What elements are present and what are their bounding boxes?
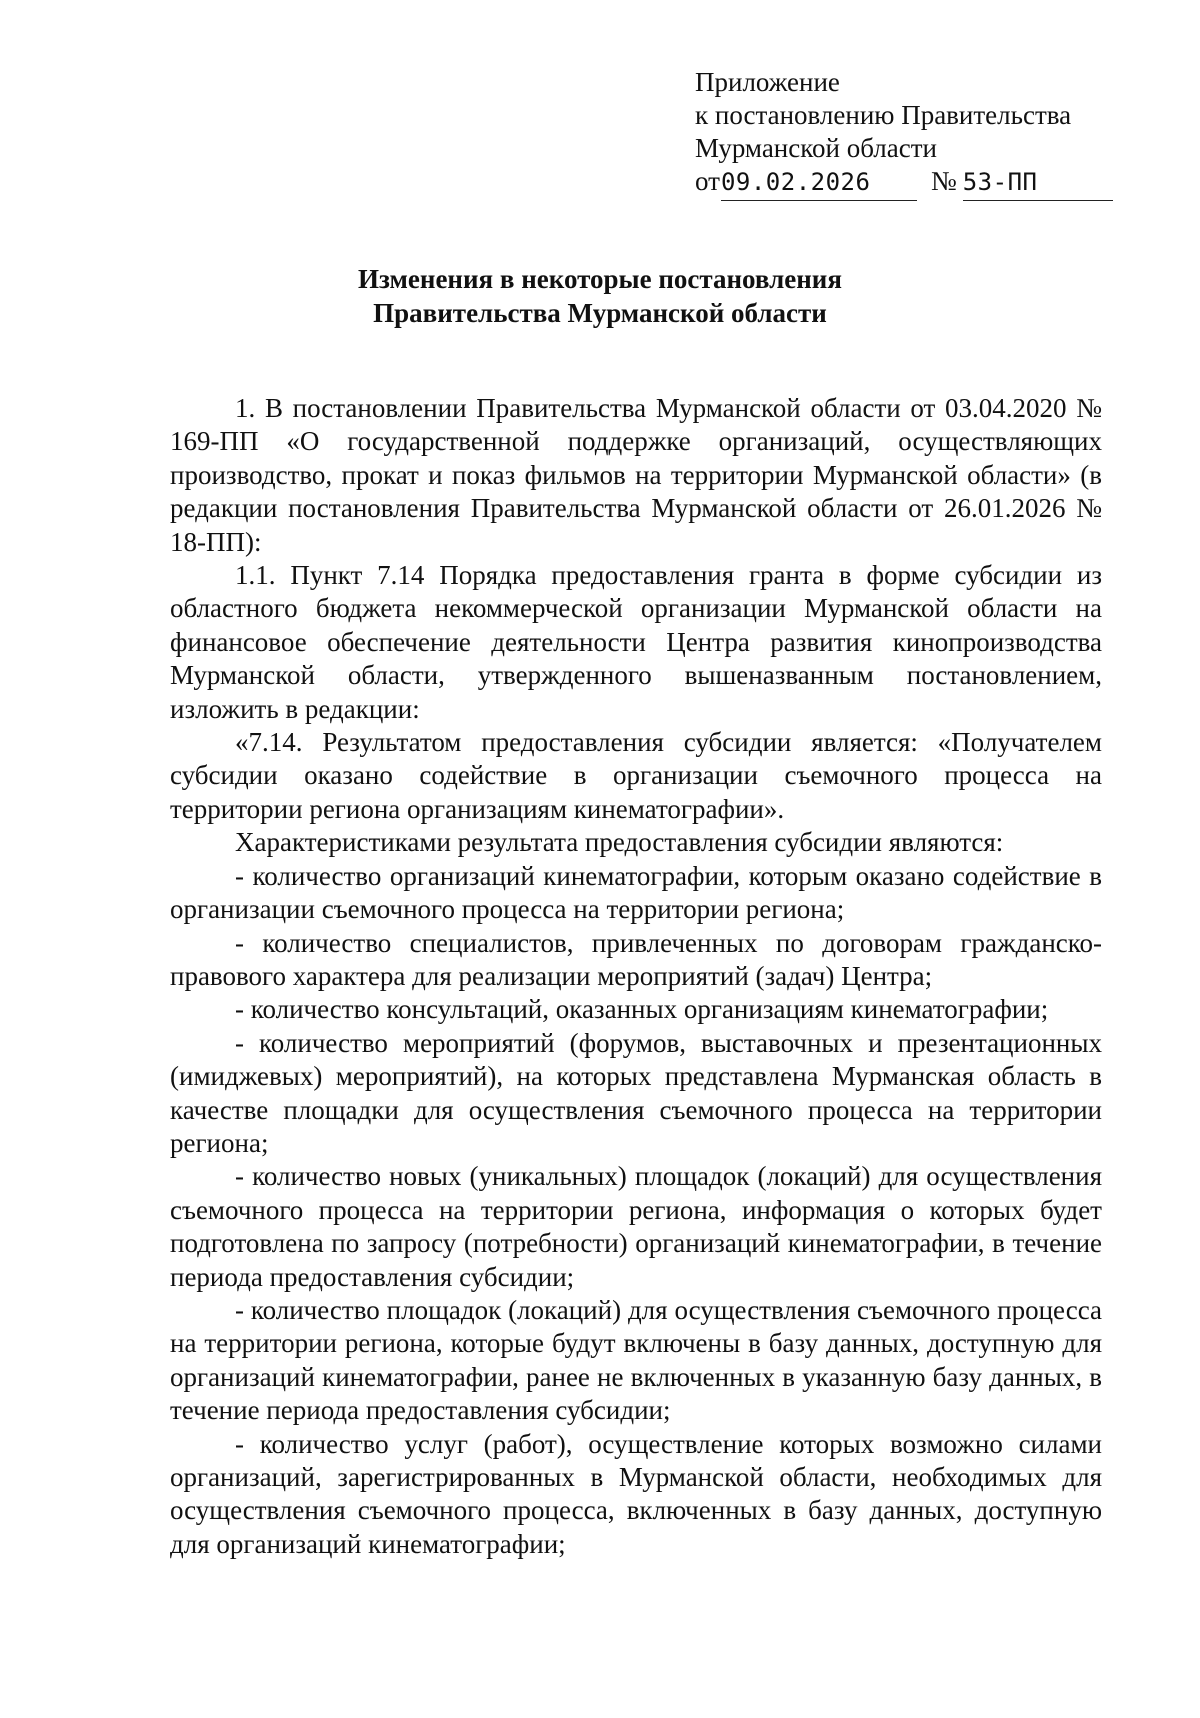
appendix-line-2: к постановлению Правительства	[695, 100, 1072, 130]
document-body	[170, 392, 1102, 1561]
paragraph: Характеристиками результата предоставления субсидии являются:	[235, 827, 1004, 858]
paragraph: «7.14. Результатом предоставления субсидии является: «Получателем субсидии оказано содействие в организации съемочного процесса на территории региона организациям кинематографии».	[170, 727, 1102, 824]
paragraph: 1. В постановлении Правительства Мурманской области от 03.04.2020 № 169-ПП «О государственной поддержке организаций, осуществляющих производство, прокат и показ фильмов на территории Мурманской области» (в редакции постановления Правительства Мурманской области от 26.01.2026 № 18-ПП):	[170, 393, 1102, 557]
paragraph: - количество организаций кинематографии, которым оказано содействие в организации съемочного процесса на территории региона;	[170, 860, 1102, 925]
paragraph: - количество мероприятий (форумов, выставочных и презентационных (имиджевых) мероприятий), на которых представлена Мурманская область в качестве площадки для осуществления съемочного процесса на территории региона;	[170, 1027, 1102, 1158]
date-value: 09.02.2026	[720, 168, 871, 196]
paragraph: - количество специалистов, привлеченных по договорам гражданско-правового характера для реализации мероприятий (задач) Центра;	[170, 927, 1102, 991]
appendix-line-3: Мурманской области	[695, 133, 937, 163]
paragraph: - количество площадок (локаций) для осуществления съемочного процесса на территории региона, которые будут включены в базу данных, доступную для организаций кинематографии, ранее не включенных в указанную базу данных, в течение периода предоставления субсидии;	[170, 1294, 1102, 1426]
paragraph: 1.1. Пункт 7.14 Порядка предоставления гранта в форме субсидии из областного бюджета некоммерческой организации Мурманской области на финансовое обеспечение деятельности Центра развития кинопроизводства Мурманской области, утвержденного вышеназванным постановлением, изложить в редакции:	[170, 560, 1102, 724]
number-value: 53-ПП	[962, 168, 1038, 196]
appendix-header	[695, 66, 1113, 198]
document-title	[0, 262, 1200, 330]
title-line-2: Правительства Мурманской области	[373, 298, 827, 328]
paragraph: - количество услуг (работ), осуществление которых возможно силами организаций, зарегистрированных в Мурманской области, необходимых для осуществления съемочного процесса, включенных в базу данных, доступную для организаций кинематографии;	[170, 1428, 1102, 1559]
date-field	[721, 165, 917, 201]
appendix-line-1: Приложение	[695, 67, 840, 97]
paragraph: - количество новых (уникальных) площадок (локаций) для осуществления съемочного процесса на территории региона, информация о которых будет подготовлена по запросу (потребности) организаций кинематографии, в течение периода предоставления субсидии;	[170, 1161, 1102, 1292]
number-sign: №	[930, 166, 957, 196]
number-field	[963, 165, 1113, 201]
title-line-1: Изменения в некоторые постановления	[358, 264, 842, 294]
date-prefix: от	[695, 166, 720, 196]
paragraph: - количество консультаций, оказанных организациям кинематографии;	[235, 994, 1049, 1025]
appendix-date-line	[695, 165, 1113, 198]
